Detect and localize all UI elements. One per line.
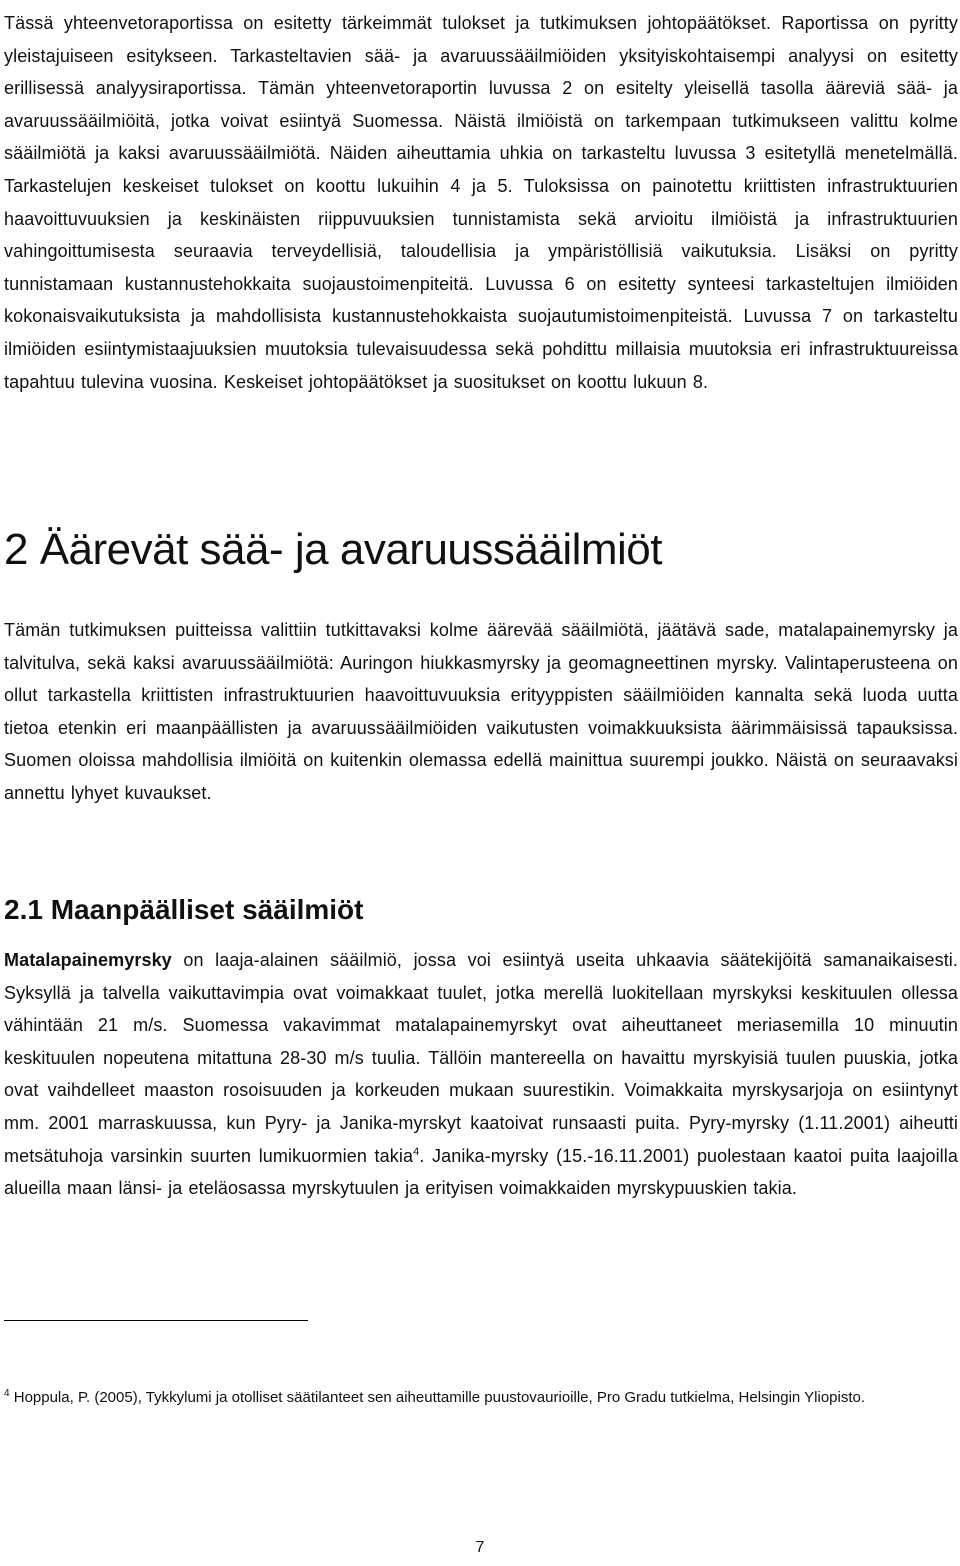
section-2-heading: 2 Äärevät sää- ja avaruussääilmiöt bbox=[4, 525, 662, 574]
section-2-paragraph: Tämän tutkimuksen puitteissa valittiin tutkittavaksi kolme äärevää sääilmiötä, jäätävä sade, matalapainemyrsky ja talvitulva, sekä kaksi avaruussääilmiötä: Auringon hiukkasmyrsky ja geomagneettinen myrsky. Valintaperusteena on ollut tarkastella kriittisten infrastruktuurien haavoittuvuuksia erityyppisten sääilmiöiden kannalta sekä luoda uutta tietoa etenkin eri maanpäällisten ja avaruussääilmiöiden vaikutusten voimakkuuksista äärimmäisissä tapauksissa. Suomen oloissa mahdollisia ilmiöitä on kuitenkin olemassa edellä mainittua suurempi joukko. Näistä on seuraavaksi annettu lyhyet kuvaukset. bbox=[4, 620, 958, 803]
footnote bbox=[4, 1385, 958, 1411]
footnote-separator bbox=[4, 1320, 308, 1321]
term-matalapainemyrsky: Matalapainemyrsky bbox=[4, 950, 172, 970]
section-2-1-paragraph bbox=[4, 944, 958, 1205]
section-2-1-text-part-2: . Janika-myrsky (15.-16.11.2001) puolestaan kaatoi puita laajoilla alueilla maan länsi- ja eteläosassa myrskytuulen ja erityisen voimakkaiden myrskypuuskien takia. bbox=[4, 1145, 958, 1199]
page-number: 7 bbox=[475, 1539, 485, 1556]
footnote-reference[interactable]: 4 bbox=[413, 1145, 420, 1158]
intro-paragraph: Tässä yhteenvetoraportissa on esitetty tärkeimmät tulokset ja tutkimuksen johtopäätökset. Raportissa on pyritty yleistajuiseen esitykseen. Tarkasteltavien sää- ja avaruussääilmiöiden yksityiskohtaisempi analyysi on esitetty erillisessä analyysiraportissa. Tämän yhteenvetoraportin luvussa 2 on esitelty yleisellä tasolla ääreviä sää- ja avaruussääilmiöitä, jotka voivat esiintyä Suomessa. Näistä ilmiöistä on tarkempaan tutkimukseen valittu kolme sääilmiötä ja kaksi avaruussääilmiötä. Näiden aiheuttamia uhkia on tarkasteltu luvussa 3 esitetyllä menetelmällä. Tarkastelujen keskeiset tulokset on koottu lukuihin 4 ja 5. Tuloksissa on painotettu kriittisten infrastruktuurien haavoittuvuuksien ja keskinäisten riippuvuuksien tunnistamista sekä arvioitu ilmiöistä ja infrastruktuurien vahingoittumisesta seuraavia terveydellisiä, taloudellisia ja ympäristöllisiä vaikutuksia. Lisäksi on pyritty tunnistamaan kustannustehokkaita suojaustoimenpiteitä. Luvussa 6 on esitetty synteesi tarkasteltujen ilmiöiden kokonaisvaikutuksista ja mahdollisista kustannustehokkaista suojautumistoimenpiteistä. Luvussa 7 on tarkasteltu ilmiöiden esiintymistaajuuksien muutoksia tulevaisuudessa sekä pohdittu millaisia muutoksia eri infrastruktuureissa tapahtuu tulevina vuosina. Keskeiset johtopäätökset ja suositukset on koottu lukuun 8. bbox=[4, 13, 958, 392]
section-2-1-text-part-1: on laaja-alainen sääilmiö, jossa voi esiintyä useita uhkaavia säätekijöitä samanaikaisesti. Syksyllä ja talvella vaikuttavimpia ovat voimakkaat tuulet, jotka merellä luokitellaan myrskyksi keskituulen ollessa vähintään 21 m/s. Suomessa vakavimmat matalapainemyrskyt ovat aiheuttaneet meriasemilla 10 minuutin keskituulen nopeutena mitattuna 28-30 m/s tuulia. Tällöin mantereella on havaittu myrskyisiä tuulen puuskia, jotka ovat vaihdelleet maaston rosoisuuden ja korkeuden mukaan suurestikin. Voimakkaita myrskysarjoja on esiintynyt mm. 2001 marraskuussa, kun Pyry- ja Janika-myrskyt kaatoivat runsaasti puita. Pyry-myrsky (1.11.2001) aiheutti metsätuhoja varsinkin suurten lumikuormien takia bbox=[4, 950, 958, 1166]
footnote-number: 4 bbox=[4, 1388, 10, 1399]
section-2-1-heading: 2.1 Maanpäälliset sääilmiöt bbox=[4, 894, 364, 925]
footnote-text: Hoppula, P. (2005), Tykkylumi ja otolliset säätilanteet sen aiheuttamille puustovaurioille, Pro Gradu tutkielma, Helsingin Yliopisto. bbox=[9, 1389, 866, 1406]
